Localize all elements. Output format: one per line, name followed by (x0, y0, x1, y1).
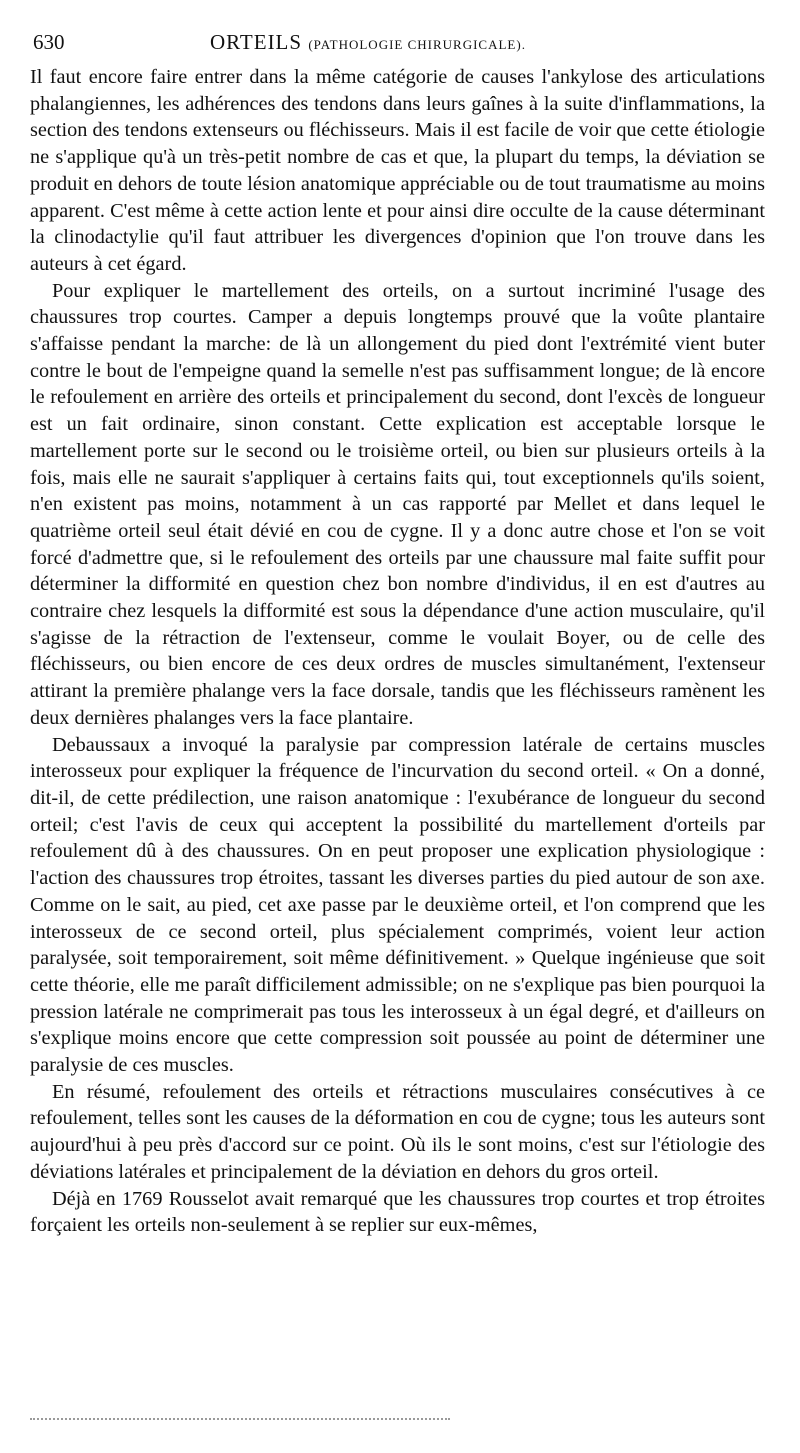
running-title (210, 30, 526, 55)
paragraph-martellement: Pour expliquer le martellement des orteils, on a surtout incriminé l'usage des chaussures trop courtes. Camper a depuis longtemps prouvé que la voûte plantaire s'affaisse pendant la marche: de là un allongement du pied dont l'extrémité vient buter contre le bout de l'empeigne quand la semelle n'est pas suffisamment longue; de là encore le refoulement en arrière des orteils et principalement du second, dont l'excès de longueur est un fait ordinaire, sinon constant. Cette explication est acceptable lorsque le martellement porte sur le second ou le troisième orteil, ou bien sur plusieurs orteils à la fois, mais elle ne saurait s'appliquer à certains faits qui, tout exceptionnels qu'ils soient, n'en existent pas moins, notamment à un cas rapporté par Mellet et dans lequel le quatrième orteil seul était dévié en cou de cygne. Il y a donc autre chose et l'on se voit forcé d'admettre que, si le refoulement des orteils par une chaussure mal faite suffit pour déterminer la difformité en question chez bon nombre d'individus, il en est d'autres au contraire chez lesquels la difformité est sous la dépendance d'une action musculaire, qu'il s'agisse de la rétraction de l'extenseur, comme le voulait Boyer, ou de celle des fléchisseurs, ou bien encore de ces deux ordres de muscles simultanément, l'extenseur attirant la première phalange vers la face dorsale, tandis que les fléchisseurs ramènent les deux dernières phalanges vers la face plantaire. (30, 279, 765, 729)
body-text (30, 64, 765, 1239)
running-title-main: ORTEILS (210, 30, 303, 54)
paragraph-rousselot: Déjà en 1769 Rousselot avait remarqué que les chaussures trop courtes et trop étroites forçaient les orteils non-seulement à se replier sur eux-mêmes, (30, 1187, 765, 1237)
page-number: 630 (33, 30, 65, 54)
paragraph-debaussaux: Debaussaux a invoqué la paralysie par compression latérale de certains muscles interosseux pour expliquer la fréquence de l'incurvation du second orteil. « On a donné, dit-il, de cette prédilection, une raison anatomique : l'exubérance de longueur du second orteil; c'est l'avis de ceux qui acceptent la possibilité du martellement d'orteils par refoulement dû à des chaussures. On en peut proposer une explication physiologique : l'action des chaussures trop étroites, tassant les diverses parties du pied autour de son axe. Comme on le sait, au pied, cet axe passe par le deuxième orteil, et l'on comprend que les interosseux de ce second orteil, plus spécialement comprimés, voient leur action paralysée, soit temporairement, soit même définitivement. » Quelque ingénieuse que soit cette théorie, elle me paraît difficilement admissible; on ne s'explique pas bien pourquoi la pression latérale ne comprimerait pas tous les interosseux à un égal degré, et d'ailleurs on s'explique moins encore que cette compression soit poussée au point de déterminer une paralysie de ces muscles. (30, 733, 765, 1077)
running-title-subtitle: (PATHOLOGIE CHIRURGICALE). (308, 37, 526, 52)
book-page (30, 30, 765, 1239)
paragraph-resume: En résumé, refoulement des orteils et rétractions musculaires consécutives à ce refoulement, telles sont les causes de la déformation en cou de cygne; tous les auteurs sont aujourd'hui à peu près d'accord sur ce point. Où ils le sont moins, c'est sur l'étiologie des déviations latérales et principalement de la déviation en dehors du gros orteil. (30, 1080, 765, 1183)
paragraph-ankylose: Il faut encore faire entrer dans la même catégorie de causes l'ankylose des articulations phalangiennes, les adhérences des tendons dans leurs gaînes à la suite d'inflammations, la section des tendons extenseurs ou fléchisseurs. Mais il est facile de voir que cette étiologie ne s'applique qu'à un très-petit nombre de cas et que, la plupart du temps, la déviation se produit en dehors de toute lésion anatomique appréciable ou de tout traumatisme au moins apparent. C'est même à cette action lente et pour ainsi dire occulte de la cause déterminant la clinodactylie qu'il faut attribuer les divergences d'opinion que l'on trouve dans les auteurs à cet égard. (30, 66, 765, 275)
footer-divider (30, 1418, 450, 1420)
running-header (30, 30, 765, 64)
